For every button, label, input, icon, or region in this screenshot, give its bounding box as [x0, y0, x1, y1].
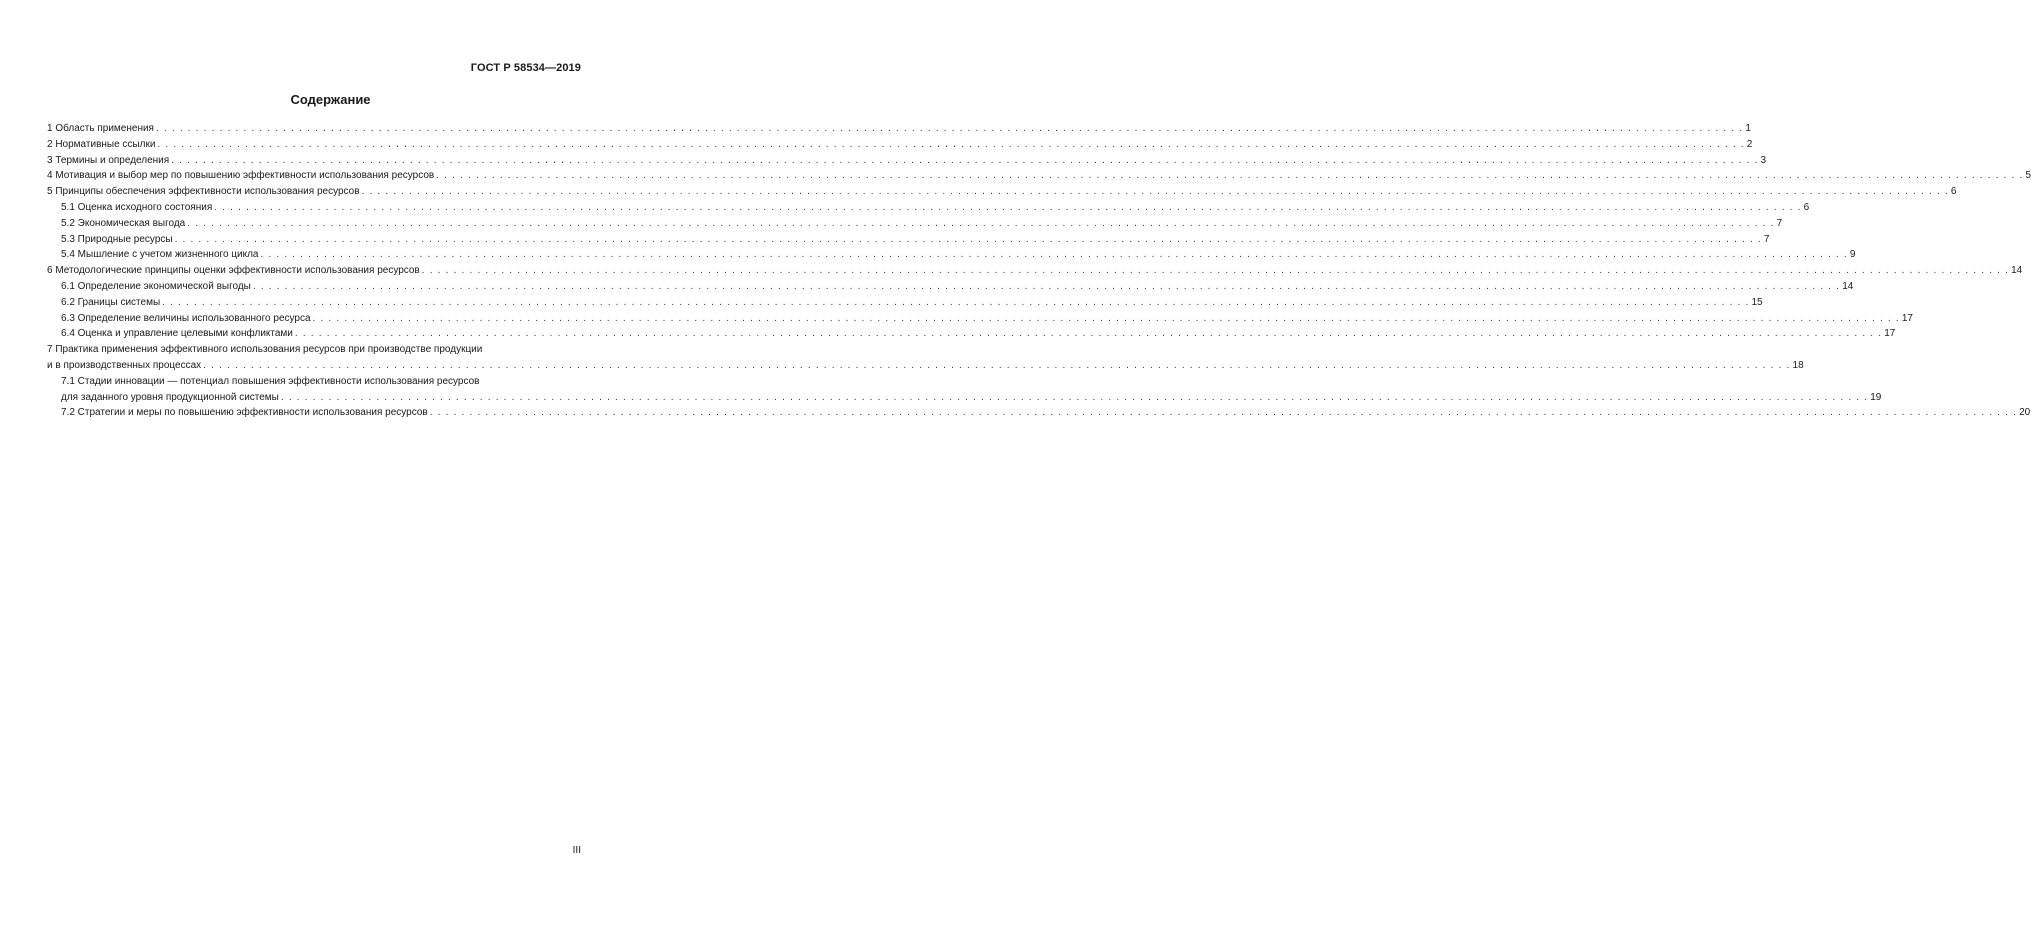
toc-entry-page: 1: [1745, 123, 1751, 134]
toc-entry-page: 15: [1751, 296, 1763, 308]
dot-leader: . . . . . . . . . . . . . . . . . . . . . . . . . . . . . . . . . . . . . . . . . . . . . . . . . . . . . . . . . . . . . . . . . . . . . . . . . . . . . . . . . . . . . . . . . . . . . . . . . . . . . . . . . . . . . . . . . . . . . . . . . . . . . . . . . . . . . . . . . . . . . . . . . . . . . . . . . . . . . . . . . . . . . . . . . . . . . . . . . . . . . . . . . . . . . . . . . . . . . . . .: [171, 154, 1759, 166]
toc-entry-page: 7: [1776, 217, 1783, 229]
toc-entry[interactable]: [47, 232, 1770, 248]
table-of-contents: [47, 121, 2031, 421]
toc-entry-page: 20: [2019, 407, 2031, 419]
toc-entry[interactable]: [47, 405, 2031, 421]
dot-leader: . . . . . . . . . . . . . . . . . . . . . . . . . . . . . . . . . . . . . . . . . . . . . . . . . . . . . . . . . . . . . . . . . . . . . . . . . . . . . . . . . . . . . . . . . . . . . . . . . . . . . . . . . . . . . . . . . . . . . . . . . . . . . . . . . . . . . . . . . . . . . . . . . . . . . . . . . . . . . . . . . . . . . . . . . . . . . . . . . . . . . . . . . . . . . . . . . . . . . . . .: [312, 312, 1900, 324]
toc-entry-page: 19: [1870, 391, 1882, 403]
toc-entry[interactable]: [47, 326, 1896, 342]
dot-leader: . . . . . . . . . . . . . . . . . . . . . . . . . . . . . . . . . . . . . . . . . . . . . . . . . . . . . . . . . . . . . . . . . . . . . . . . . . . . . . . . . . . . . . . . . . . . . . . . . . . . . . . . . . . . . . . . . . . . . . . . . . . . . . . . . . . . . . . . . . . . . . . . . . . . . . . . . . . . . . . . . . . . . . . . . . . . . . . . . . . . . . . . . . . . . . . . . . . . . . . .: [214, 201, 1802, 213]
toc-entry-title: 5.2 Экономическая выгода: [61, 217, 186, 229]
toc-entry-page: 14: [1842, 280, 1854, 292]
toc-entry-page: 2: [1746, 138, 1753, 150]
dot-leader: . . . . . . . . . . . . . . . . . . . . . . . . . . . . . . . . . . . . . . . . . . . . . . . . . . . . . . . . . . . . . . . . . . . . . . . . . . . . . . . . . . . . . . . . . . . . . . . . . . . . . . . . . . . . . . . . . . . . . . . . . . . . . . . . . . . . . . . . . . . . . . . . . . . . . . . . . . . . . . . . . . . . . . . . . . . . . . . . . . . . . . . . . . . . . . . . . . . . . . . .: [157, 138, 1745, 150]
toc-entry-title-line: 7.1 Стадии инновации — потенциал повышения эффективности использования ресурсов: [61, 375, 480, 387]
toc-entry-title: 4 Мотивация и выбор мер по повышению эффективности использования ресурсов: [47, 170, 435, 182]
dot-leader: . . . . . . . . . . . . . . . . . . . . . . . . . . . . . . . . . . . . . . . . . . . . . . . . . . . . . . . . . . . . . . . . . . . . . . . . . . . . . . . . . . . . . . . . . . . . . . . . . . . . . . . . . . . . . . . . . . . . . . . . . . . . . . . . . . . . . . . . . . . . . . . . . . . . . . . . . . . . . . . . . . . . . . . . . . . . . . . . . . . . . . . . . . . . . . . . . . . . . . . .: [162, 296, 1750, 308]
toc-entry-title: 5.3 Природные ресурсы: [61, 233, 173, 245]
toc-entry-page: 3: [1760, 154, 1767, 166]
toc-entry-title-line: 7 Практика применения эффективного использования ресурсов при производстве продукции: [47, 344, 483, 356]
toc-entry-title: 2 Нормативные ссылки: [47, 138, 156, 150]
dot-leader: . . . . . . . . . . . . . . . . . . . . . . . . . . . . . . . . . . . . . . . . . . . . . . . . . . . . . . . . . . . . . . . . . . . . . . . . . . . . . . . . . . . . . . . . . . . . . . . . . . . . . . . . . . . . . . . . . . . . . . . . . . . . . . . . . . . . . . . . . . . . . . . . . . . . . . . . . . . . . . . . . . . . . . . . . . . . . . . . . . . . . . . . . . . . . . . . . . . . . . . .: [294, 328, 1883, 340]
dot-leader: . . . . . . . . . . . . . . . . . . . . . . . . . . . . . . . . . . . . . . . . . . . . . . . . . . . . . . . . . . . . . . . . . . . . . . . . . . . . . . . . . . . . . . . . . . . . . . . . . . . . . . . . . . . . . . . . . . . . . . . . . . . . . . . . . . . . . . . . . . . . . . . . . . . . . . . . . . . . . . . . . . . . . . . . . . . . . . . . . . . . . . . . . . . . . . . . . . . . . . . .: [252, 280, 1841, 292]
dot-leader: . . . . . . . . . . . . . . . . . . . . . . . . . . . . . . . . . . . . . . . . . . . . . . . . . . . . . . . . . . . . . . . . . . . . . . . . . . . . . . . . . . . . . . . . . . . . . . . . . . . . . . . . . . . . . . . . . . . . . . . . . . . . . . . . . . . . . . . . . . . . . . . . . . . . . . . . . . . . . . . . . . . . . . . . . . . . . . . . . . . . . . . . . . . . . . . . . . . . . . . .: [203, 359, 1791, 371]
toc-entry[interactable]: [47, 311, 1913, 327]
toc-entry[interactable]: [47, 295, 1763, 311]
toc-entry-page: 14: [2011, 265, 2023, 277]
dot-leader: . . . . . . . . . . . . . . . . . . . . . . . . . . . . . . . . . . . . . . . . . . . . . . . . . . . . . . . . . . . . . . . . . . . . . . . . . . . . . . . . . . . . . . . . . . . . . . . . . . . . . . . . . . . . . . . . . . . . . . . . . . . . . . . . . . . . . . . . . . . . . . . . . . . . . . . . . . . . . . . . . . . . . . . . . . . . . . . . . . . . . . . . . . . . . . . . . . . . . . . .: [436, 170, 2024, 182]
toc-entry-title: 6.4 Оценка и управление целевыми конфликтами: [61, 328, 293, 340]
toc-entry-page: 7: [1763, 233, 1770, 245]
toc-entry-page: 6: [1950, 186, 1957, 198]
dot-leader: . . . . . . . . . . . . . . . . . . . . . . . . . . . . . . . . . . . . . . . . . . . . . . . . . . . . . . . . . . . . . . . . . . . . . . . . . . . . . . . . . . . . . . . . . . . . . . . . . . . . . . . . . . . . . . . . . . . . . . . . . . . . . . . . . . . . . . . . . . . . . . . . . . . . . . . . . . . . . . . . . . . . . . . . . . . . . . . . . . . . . . . . . . . . . . . . . . . . . . . .: [155, 123, 1744, 134]
toc-entry-title: 6.1 Определение экономической выгоды: [61, 280, 251, 292]
toc-entry-title: и в производственных процессах: [47, 359, 202, 371]
toc-entry[interactable]: [47, 247, 1856, 263]
toc-entry-title: 7.2 Стратегии и меры по повышению эффективности использования ресурсов: [61, 407, 428, 419]
toc-entry-title: для заданного уровня продукционной системы: [61, 391, 279, 403]
toc-entry-title: 6.3 Определение величины использованного ресурса: [61, 312, 311, 324]
toc-entry-title: 6.2 Границы системы: [61, 296, 161, 308]
toc-entry[interactable]: [47, 342, 1804, 374]
dot-leader: . . . . . . . . . . . . . . . . . . . . . . . . . . . . . . . . . . . . . . . . . . . . . . . . . . . . . . . . . . . . . . . . . . . . . . . . . . . . . . . . . . . . . . . . . . . . . . . . . . . . . . . . . . . . . . . . . . . . . . . . . . . . . . . . . . . . . . . . . . . . . . . . . . . . . . . . . . . . . . . . . . . . . . . . . . . . . . . . . . . . . . . . . . . . . . . . . . . . . . . .: [429, 407, 2018, 419]
toc-entry[interactable]: [47, 279, 1854, 295]
toc-entry[interactable]: [47, 137, 1753, 153]
toc-entry-page: 6: [1803, 201, 1810, 213]
toc-entry-page: 18: [1792, 359, 1804, 371]
toc-entry-page: 17: [1901, 312, 1913, 324]
toc-entry[interactable]: [47, 374, 1882, 406]
dot-leader: . . . . . . . . . . . . . . . . . . . . . . . . . . . . . . . . . . . . . . . . . . . . . . . . . . . . . . . . . . . . . . . . . . . . . . . . . . . . . . . . . . . . . . . . . . . . . . . . . . . . . . . . . . . . . . . . . . . . . . . . . . . . . . . . . . . . . . . . . . . . . . . . . . . . . . . . . . . . . . . . . . . . . . . . . . . . . . . . . . . . . . . . . . . . . . . . . . . . . . . .: [361, 186, 1949, 198]
toc-entry[interactable]: [47, 263, 2023, 279]
toc-entry-title: 5.1 Оценка исходного состояния: [61, 201, 213, 213]
toc-entry-title: 3 Термины и определения: [47, 154, 170, 166]
document-code: ГОСТ Р 58534—2019: [470, 62, 581, 74]
toc-entry-page: 5: [2025, 170, 2031, 182]
toc-entry-title: 6 Методологические принципы оценки эффективности использования ресурсов: [47, 265, 420, 277]
dot-leader: . . . . . . . . . . . . . . . . . . . . . . . . . . . . . . . . . . . . . . . . . . . . . . . . . . . . . . . . . . . . . . . . . . . . . . . . . . . . . . . . . . . . . . . . . . . . . . . . . . . . . . . . . . . . . . . . . . . . . . . . . . . . . . . . . . . . . . . . . . . . . . . . . . . . . . . . . . . . . . . . . . . . . . . . . . . . . . . . . . . . . . . . . . . . . . . . . . . . . . . .: [174, 233, 1762, 245]
toc-entry[interactable]: [47, 153, 1767, 169]
toc-entry-page: 9: [1849, 249, 1856, 261]
toc-entry[interactable]: [47, 200, 1810, 216]
toc-entry-title: 5 Принципы обеспечения эффективности использования ресурсов: [47, 186, 360, 198]
page-title: Содержание: [290, 92, 371, 107]
toc-entry[interactable]: [47, 121, 1751, 137]
toc-entry-title: 1 Область применения: [47, 123, 154, 134]
toc-entry[interactable]: [47, 168, 2031, 184]
toc-entry[interactable]: [47, 216, 1783, 232]
dot-leader: . . . . . . . . . . . . . . . . . . . . . . . . . . . . . . . . . . . . . . . . . . . . . . . . . . . . . . . . . . . . . . . . . . . . . . . . . . . . . . . . . . . . . . . . . . . . . . . . . . . . . . . . . . . . . . . . . . . . . . . . . . . . . . . . . . . . . . . . . . . . . . . . . . . . . . . . . . . . . . . . . . . . . . . . . . . . . . . . . . . . . . . . . . . . . . . . . . . . . . . .: [280, 391, 1869, 403]
toc-entry-page: 17: [1884, 328, 1896, 340]
toc-entry[interactable]: [47, 184, 1957, 200]
dot-leader: . . . . . . . . . . . . . . . . . . . . . . . . . . . . . . . . . . . . . . . . . . . . . . . . . . . . . . . . . . . . . . . . . . . . . . . . . . . . . . . . . . . . . . . . . . . . . . . . . . . . . . . . . . . . . . . . . . . . . . . . . . . . . . . . . . . . . . . . . . . . . . . . . . . . . . . . . . . . . . . . . . . . . . . . . . . . . . . . . . . . . . . . . . . . . . . . . . . . . . . .: [187, 217, 1775, 229]
page-number: III: [572, 845, 581, 856]
dot-leader: . . . . . . . . . . . . . . . . . . . . . . . . . . . . . . . . . . . . . . . . . . . . . . . . . . . . . . . . . . . . . . . . . . . . . . . . . . . . . . . . . . . . . . . . . . . . . . . . . . . . . . . . . . . . . . . . . . . . . . . . . . . . . . . . . . . . . . . . . . . . . . . . . . . . . . . . . . . . . . . . . . . . . . . . . . . . . . . . . . . . . . . . . . . . . . . . . . . . . . . .: [260, 249, 1848, 261]
dot-leader: . . . . . . . . . . . . . . . . . . . . . . . . . . . . . . . . . . . . . . . . . . . . . . . . . . . . . . . . . . . . . . . . . . . . . . . . . . . . . . . . . . . . . . . . . . . . . . . . . . . . . . . . . . . . . . . . . . . . . . . . . . . . . . . . . . . . . . . . . . . . . . . . . . . . . . . . . . . . . . . . . . . . . . . . . . . . . . . . . . . . . . . . . . . . . . . . . . . . . . . .: [421, 265, 2010, 277]
toc-entry-title: 5.4 Мышление с учетом жизненного цикла: [61, 249, 259, 261]
